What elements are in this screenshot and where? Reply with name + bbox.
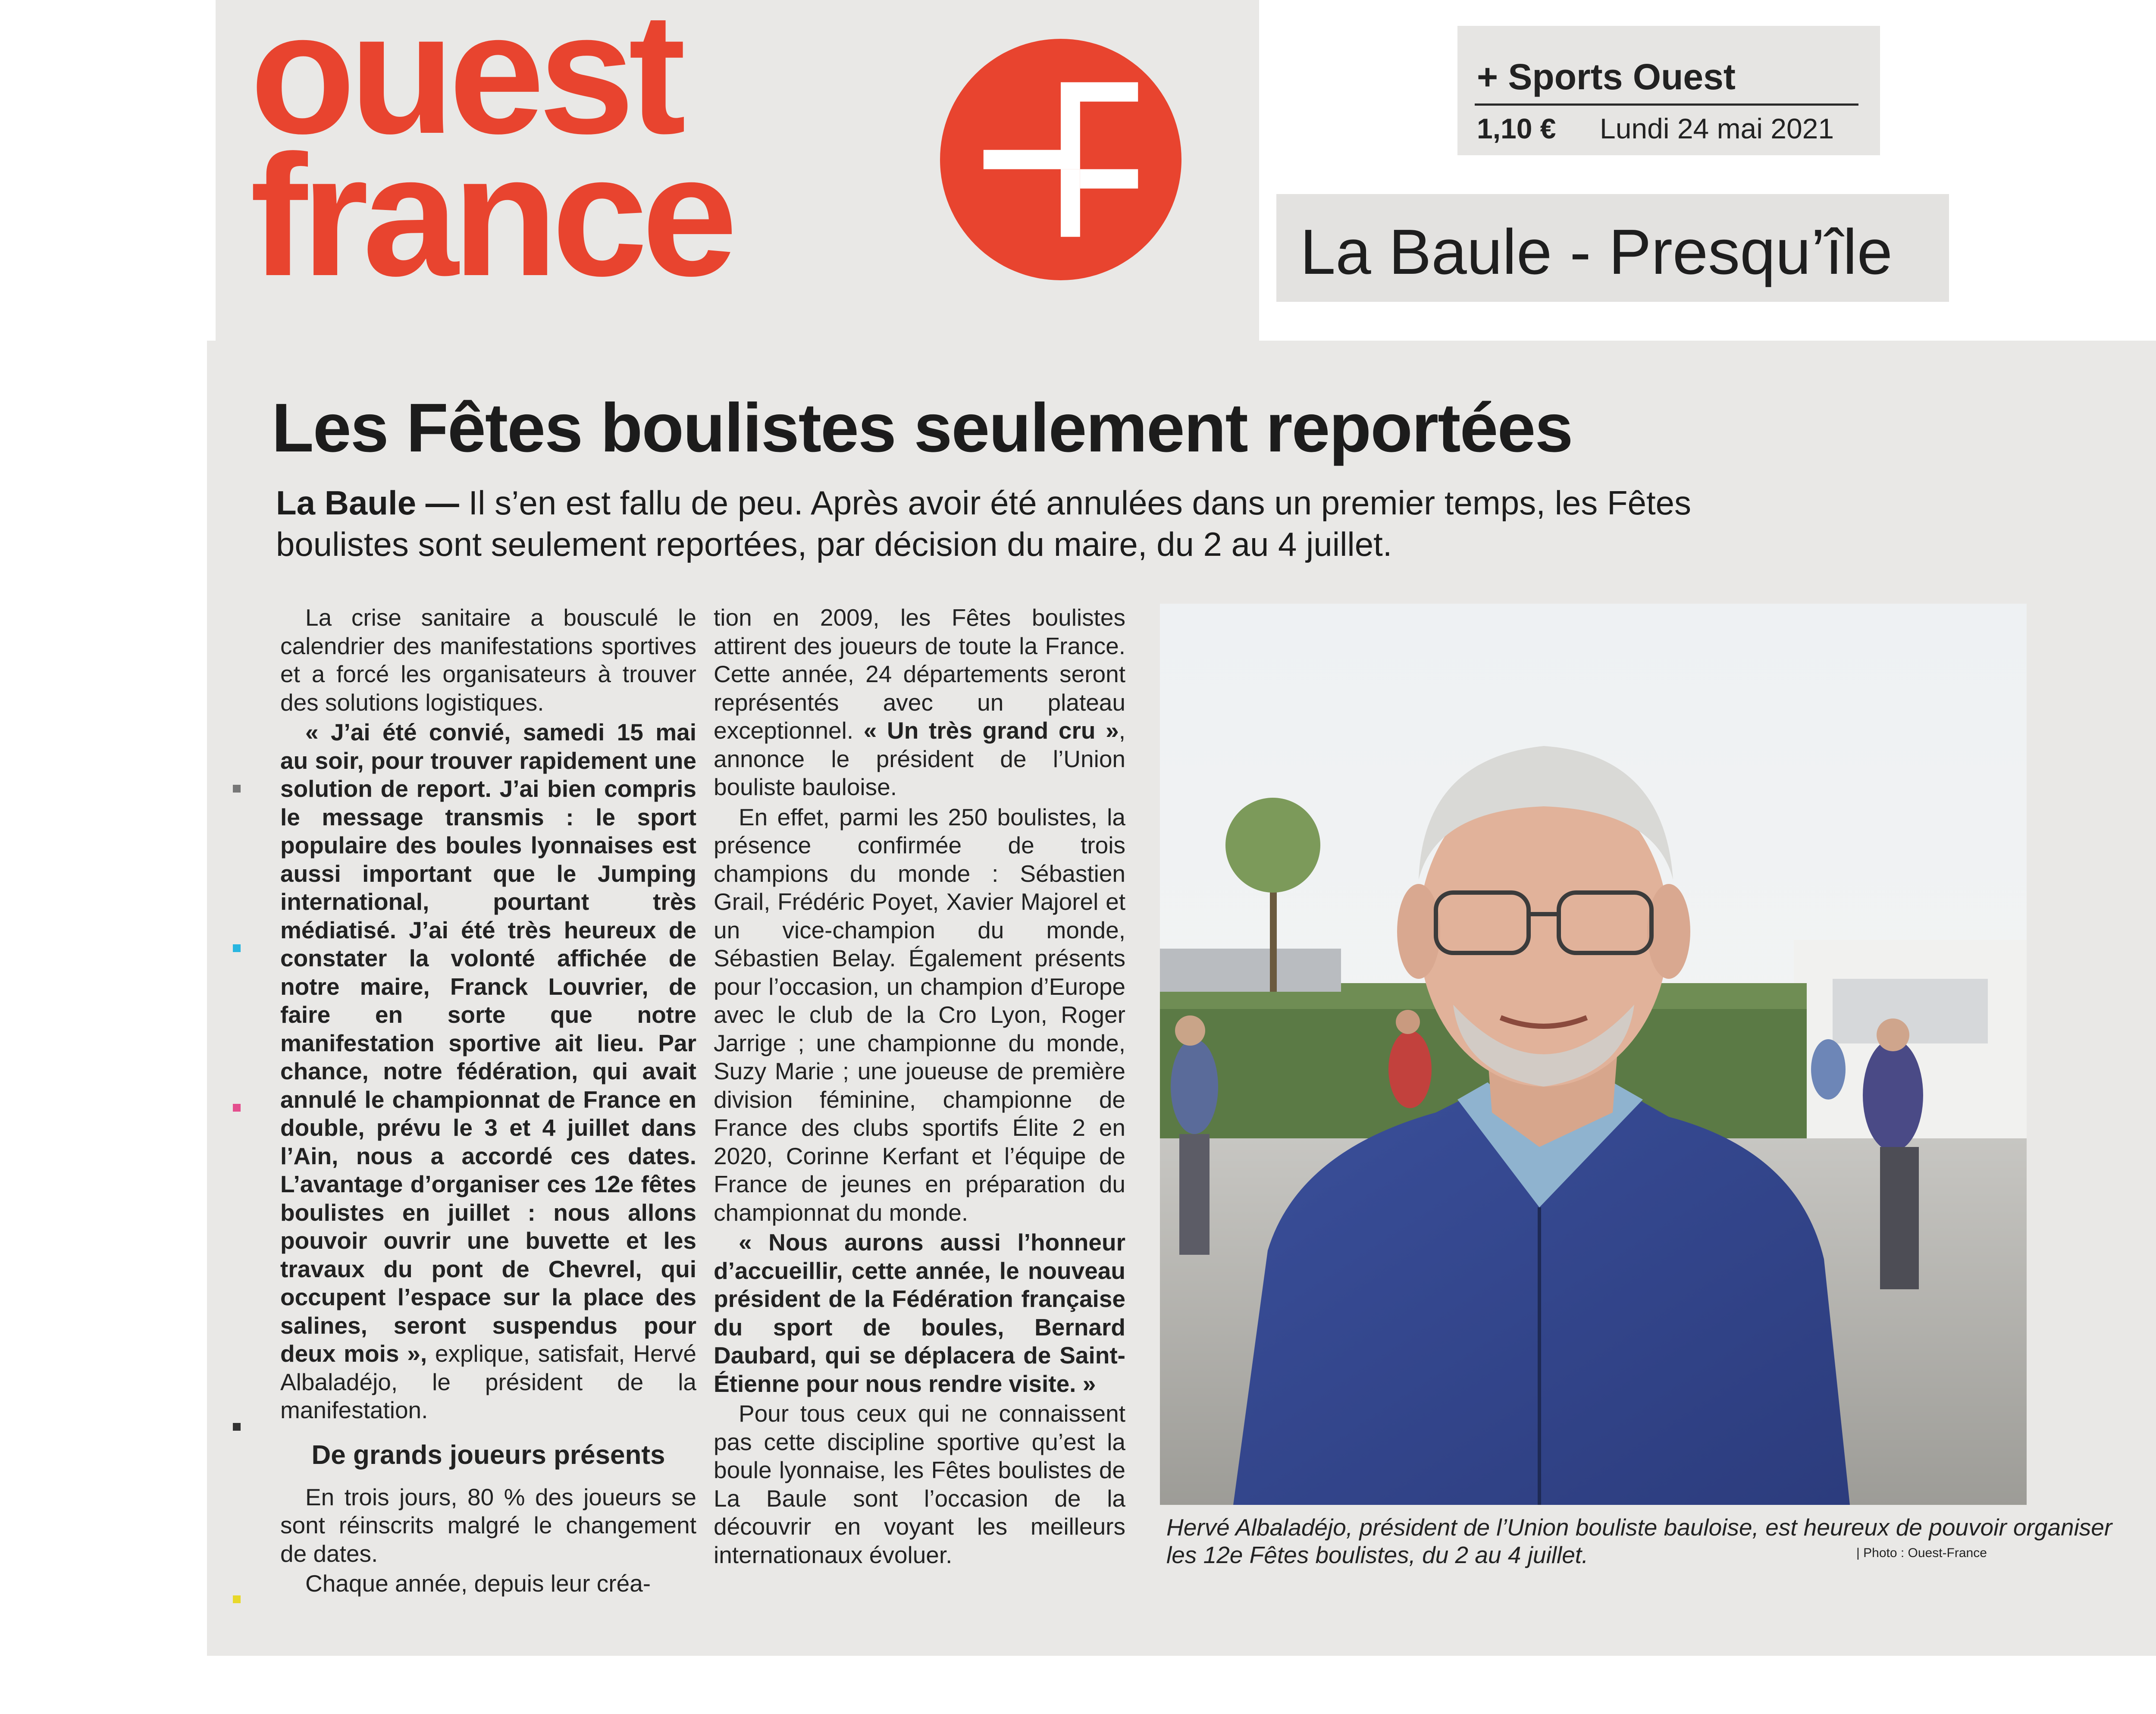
paragraph: En effet, parmi les 250 boulistes, la présence confirmée de trois champions du monde : Sébastien Grail, Frédéric Poyet, Xavier Majorel et un vice-champion du monde, Sébastien Belay. Également présents pour l’occasion, un champion d’Europe avec le club de la Cro Lyon, Roger Jarrige ; une championne du monde, Suzy Marie ; une joueuse de première division féminine, championne de France des clubs sportifs Élite 2 en 2020, Corinne Kerfant et l’équipe de France de jeunes en préparation du championnat du monde.	[714, 803, 1125, 1226]
edition-box	[1457, 26, 1880, 155]
article-lede-line-1	[276, 482, 1692, 523]
edition-title: + Sports Ouest	[1477, 56, 1736, 97]
lede-place: La Baule —	[276, 484, 459, 522]
paragraph: Pour tous ceux qui ne connaissent pas cette discipline sportive qu’est la boule lyonnaise, les Fêtes boulistes de La Baule sont l’occasion de la découvrir en voyant les meilleurs internationaux évoluer.	[714, 1400, 1125, 1568]
article-column-2	[714, 604, 1125, 1571]
edition-divider	[1475, 103, 1858, 106]
article-headline: Les Fêtes boulistes seulement reportées	[272, 389, 1573, 466]
paragraph-tail: , annonce le président de l’Union bouliste bauloise.	[714, 717, 1125, 800]
paragraph: En trois jours, 80 % des joueurs se sont réinscrits malgré le changement de dates.	[280, 1483, 696, 1567]
edition-date: Lundi 24 mai 2021	[1600, 113, 1834, 144]
paragraph-text: tion en 2009, les Fêtes boulistes attirent des joueurs de toute la France. Cette année, 24 départements seront représentés avec un plateau exceptionnel.	[714, 604, 1125, 744]
article-photo	[1160, 604, 2027, 1505]
print-mark	[233, 1104, 241, 1112]
quote-text: « J’ai été convié, samedi 15 mai au soir, pour trouver rapidement une solution de report. J’ai bien compris le message transmis : le sport populaire des boules lyonnaises est aussi important que le Jumping international, pourtant très médiatisé. J’ai été très heureux de constater la volonté affichée de notre maire, Franck Louvrier, de faire en sorte que notre manifestation sportive ait lieu. Par chance, notre fédération, qui avait annulé le championnat de France en double, prévu le 3 et 4 juillet dans l’Ain, nous a accordé ces dates. L’avantage d’organiser ces 12e fêtes boulistes en juillet : nous allons pouvoir ouvrir une buvette et les travaux du pont de Chevrel, qui occupent l’espace sur la place des salines, seront suspendus pour deux mois »,	[280, 719, 696, 1367]
lede-text-1: Il s’en est fallu de peu. Après avoir été annulées dans un premier temps, les Fêtes	[459, 484, 1692, 522]
print-mark	[233, 1423, 241, 1431]
quote-paragraph: « Nous aurons aussi l’honneur d’accueillir, cette année, le nouveau président de la Fédération française du sport de boules, Bernard Daubard, qui se déplacera de Saint-Étienne pour nous rendre visite. »	[714, 1229, 1125, 1397]
print-mark	[233, 944, 241, 952]
masthead-logo	[216, 0, 1259, 349]
region-title: La Baule - Presqu’île	[1300, 216, 1893, 288]
quote-attribution: explique, satisfait, Hervé Albaladéjo, le président de la manifestation.	[280, 1340, 697, 1423]
logo-word-france: france	[250, 119, 732, 312]
ouest-france-logo-icon	[940, 39, 1181, 280]
photo-credit: | Photo : Ouest-France	[1856, 1546, 1987, 1560]
print-mark	[233, 1595, 241, 1603]
edition-price: 1,10 €	[1477, 113, 1556, 144]
inline-quote: « Un très grand cru »	[853, 717, 1119, 744]
section-subhead: De grands joueurs présents	[311, 1440, 665, 1470]
region-banner	[1276, 194, 1949, 302]
photo-illustration	[1160, 604, 2027, 1505]
article-column-1	[280, 604, 696, 1600]
logo-word-ouest: ouest	[250, 0, 680, 169]
paragraph: Chaque année, depuis leur créa-	[305, 1570, 651, 1597]
quote-paragraph	[280, 718, 696, 1425]
photo-caption: Hervé Albaladéjo, président de l’Union bouliste bauloise, est heureux de pouvoir organiser les 12e Fêtes boulistes, du 2 au 4 juillet.	[1166, 1514, 2112, 1568]
paragraph: La crise sanitaire a bousculé le calendrier des manifestations sportives et a forcé les organisateurs à trouver des solutions logistiques.	[280, 604, 696, 716]
article-lede-line-2: boulistes sont seulement reportées, par décision du maire, du 2 au 4 juillet.	[276, 525, 1392, 563]
print-mark	[233, 785, 241, 793]
paragraph	[714, 604, 1125, 802]
